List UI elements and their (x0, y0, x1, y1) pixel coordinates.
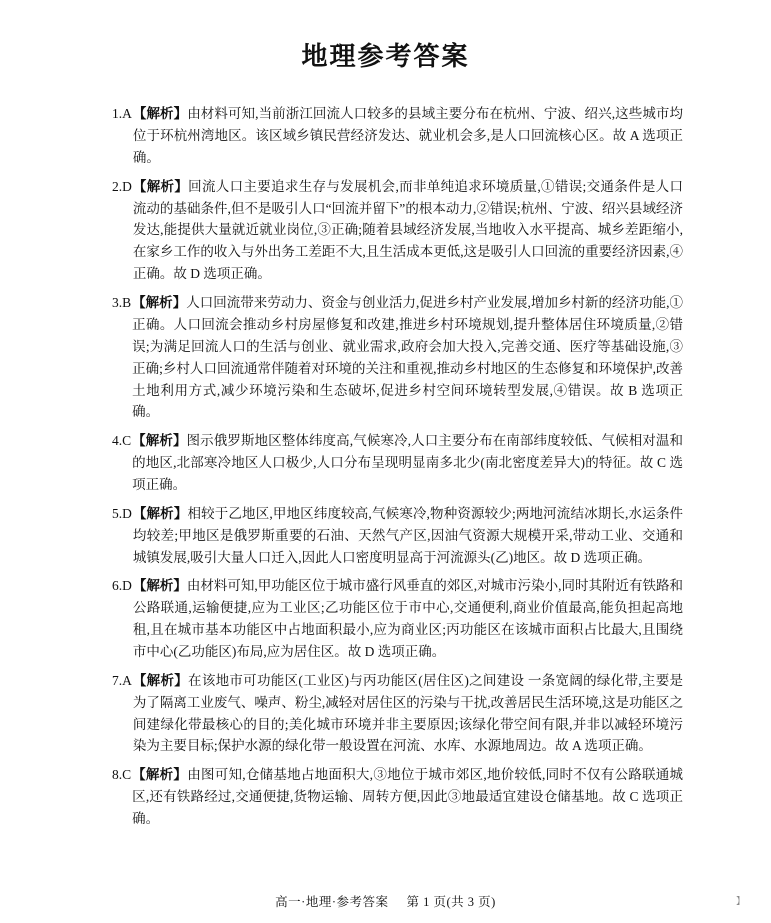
analysis-tag: 【解析】 (132, 672, 189, 688)
answer-body (133, 575, 683, 662)
answer-body (133, 176, 683, 285)
answer-body (133, 670, 683, 757)
answer-number: 3.B (112, 295, 132, 311)
answer-number: 1.A (112, 106, 132, 122)
page-footer (0, 892, 771, 911)
page-title: 地理参考答案 (301, 42, 470, 72)
answers-list (112, 103, 683, 830)
analysis-tag: 【解析】 (132, 433, 187, 449)
answer-item (112, 430, 683, 496)
answer-item (112, 764, 683, 830)
analysis-tag: 【解析】 (132, 578, 187, 594)
footer-mark: 】 (735, 896, 745, 906)
analysis-tag: 【解析】 (132, 106, 188, 122)
answer-body (133, 103, 683, 169)
answer-text: 相较于乙地区,甲地区纬度较高,气候寒冷,物种资源较少;两地河流结冰期长,水运条件均较差;甲地区是俄罗斯重要的石油、天然气产区,因油气资源大规模开采,带动工业、交通和城镇发展,吸引大量人口迁入,因此人口密度明显高于河流源头(乙)地区。故 D 选项正确。 (132, 505, 684, 565)
answer-text: 由图可知,仓储基地占地面积大,③地位于城市郊区,地价较低,同时不仅有公路联通城区,还有铁路经过,交通便捷,货物运输、周转方便,因此③地最适宜建设仓储基地。故 C 选项正确。 (132, 767, 684, 826)
answer-body (132, 292, 683, 423)
answer-number: 6.D (112, 578, 132, 594)
answer-item (112, 670, 683, 757)
footer-subject: 高一·地理·参考答案 (275, 895, 389, 909)
analysis-tag: 【解析】 (132, 505, 188, 521)
analysis-tag: 【解析】 (132, 178, 189, 194)
answer-number: 4.C (112, 433, 132, 449)
answer-number: 7.A (112, 672, 132, 688)
answer-item (112, 103, 683, 169)
answer-number: 2.D (112, 178, 132, 194)
answer-body (133, 503, 683, 569)
answer-body (132, 430, 683, 496)
analysis-tag: 【解析】 (132, 767, 188, 783)
answer-item (112, 176, 683, 285)
answer-item (112, 503, 683, 569)
answer-number: 5.D (112, 505, 132, 521)
footer-page-number: 第 1 页(共 3 页) (406, 895, 496, 909)
answer-body (132, 764, 683, 830)
answer-text: 由材料可知,当前浙江回流人口较多的县域主要分布在杭州、宁波、绍兴,这些城市均位于环杭州湾地区。该区域乡镇民营经济发达、就业机会多,是人口回流核心区。故 A 选项正确。 (132, 106, 684, 165)
answer-item (112, 292, 683, 423)
answer-text: 由材料可知,甲功能区位于城市盛行风垂直的郊区,对城市污染小,同时其附近有铁路和公路联通,运输便捷,应为工业区;乙功能区位于市中心,交通便利,商业价值最高,能负担起高地租,且在城市基本功能区中占地面积最小,应为商业区;丙功能区在该城市面积占比最大,且围绕市中心(乙功能区)布局,应为居住区。故 D 选项正确。 (132, 578, 683, 659)
analysis-tag: 【解析】 (132, 295, 187, 311)
answer-text: 在该地市可功能区(工业区)与丙功能区(居住区)之间建设 一条宽阔的绿化带,主要是为了隔离工业废气、噪声、粉尘,减轻对居住区的污染与干扰,改善居民生活环境,这是功能区之间建绿化带最核心的目的;美化城市环境并非主要原因;该绿化带空间有限,并非以减轻环境污染为主要目标;保护水源的绿化带一般设置在河流、水库、水源地周边。故 A 选项正确。 (132, 672, 684, 754)
answer-text: 人口回流带来劳动力、资金与创业活力,促进乡村产业发展,增加乡村新的经济功能,①正确。人口回流会推动乡村房屋修复和改建,推进乡村环境规划,提升整体居住环境质量,②错误;为满足回流人口的生活与创业、就业需求,政府会加大投入,完善交通、医疗等基础设施,③正确;乡村人口回流通常伴随着对环境的关注和重视,推动乡村地区的生态修复和环境保护,改善土地利用方式,减少环境污染和生态破坏,促进乡村空间环境转型发展,④错误。故 B 选项正确。 (132, 295, 684, 420)
answer-number: 8.C (112, 767, 132, 783)
footer-content (275, 892, 496, 910)
answer-text: 回流人口主要追求生存与发展机会,而非单纯追求环境质量,①错误;交通条件是人口流动的基础条件,但不是吸引人口“回流并留下”的根本动力,②错误;杭州、宁波、绍兴县域经济发达,能提供大量就近就业岗位,③正确;随着县域经济发展,当地收入水平提高、城乡差距缩小,在家乡工作的收入与外出务工差距不大,且生活成本更低,这是吸引人口回流的重要经济因素,④正确。故 D 选项正确。 (132, 178, 684, 282)
answer-item (112, 575, 683, 662)
answer-text: 图示俄罗斯地区整体纬度高,气候寒冷,人口主要分布在南部纬度较低、气候相对温和的地区,北部寒冷地区人口极少,人口分布呈现明显南多北少(南北密度差异大)的特征。故 C 选项正确。 (132, 433, 684, 492)
